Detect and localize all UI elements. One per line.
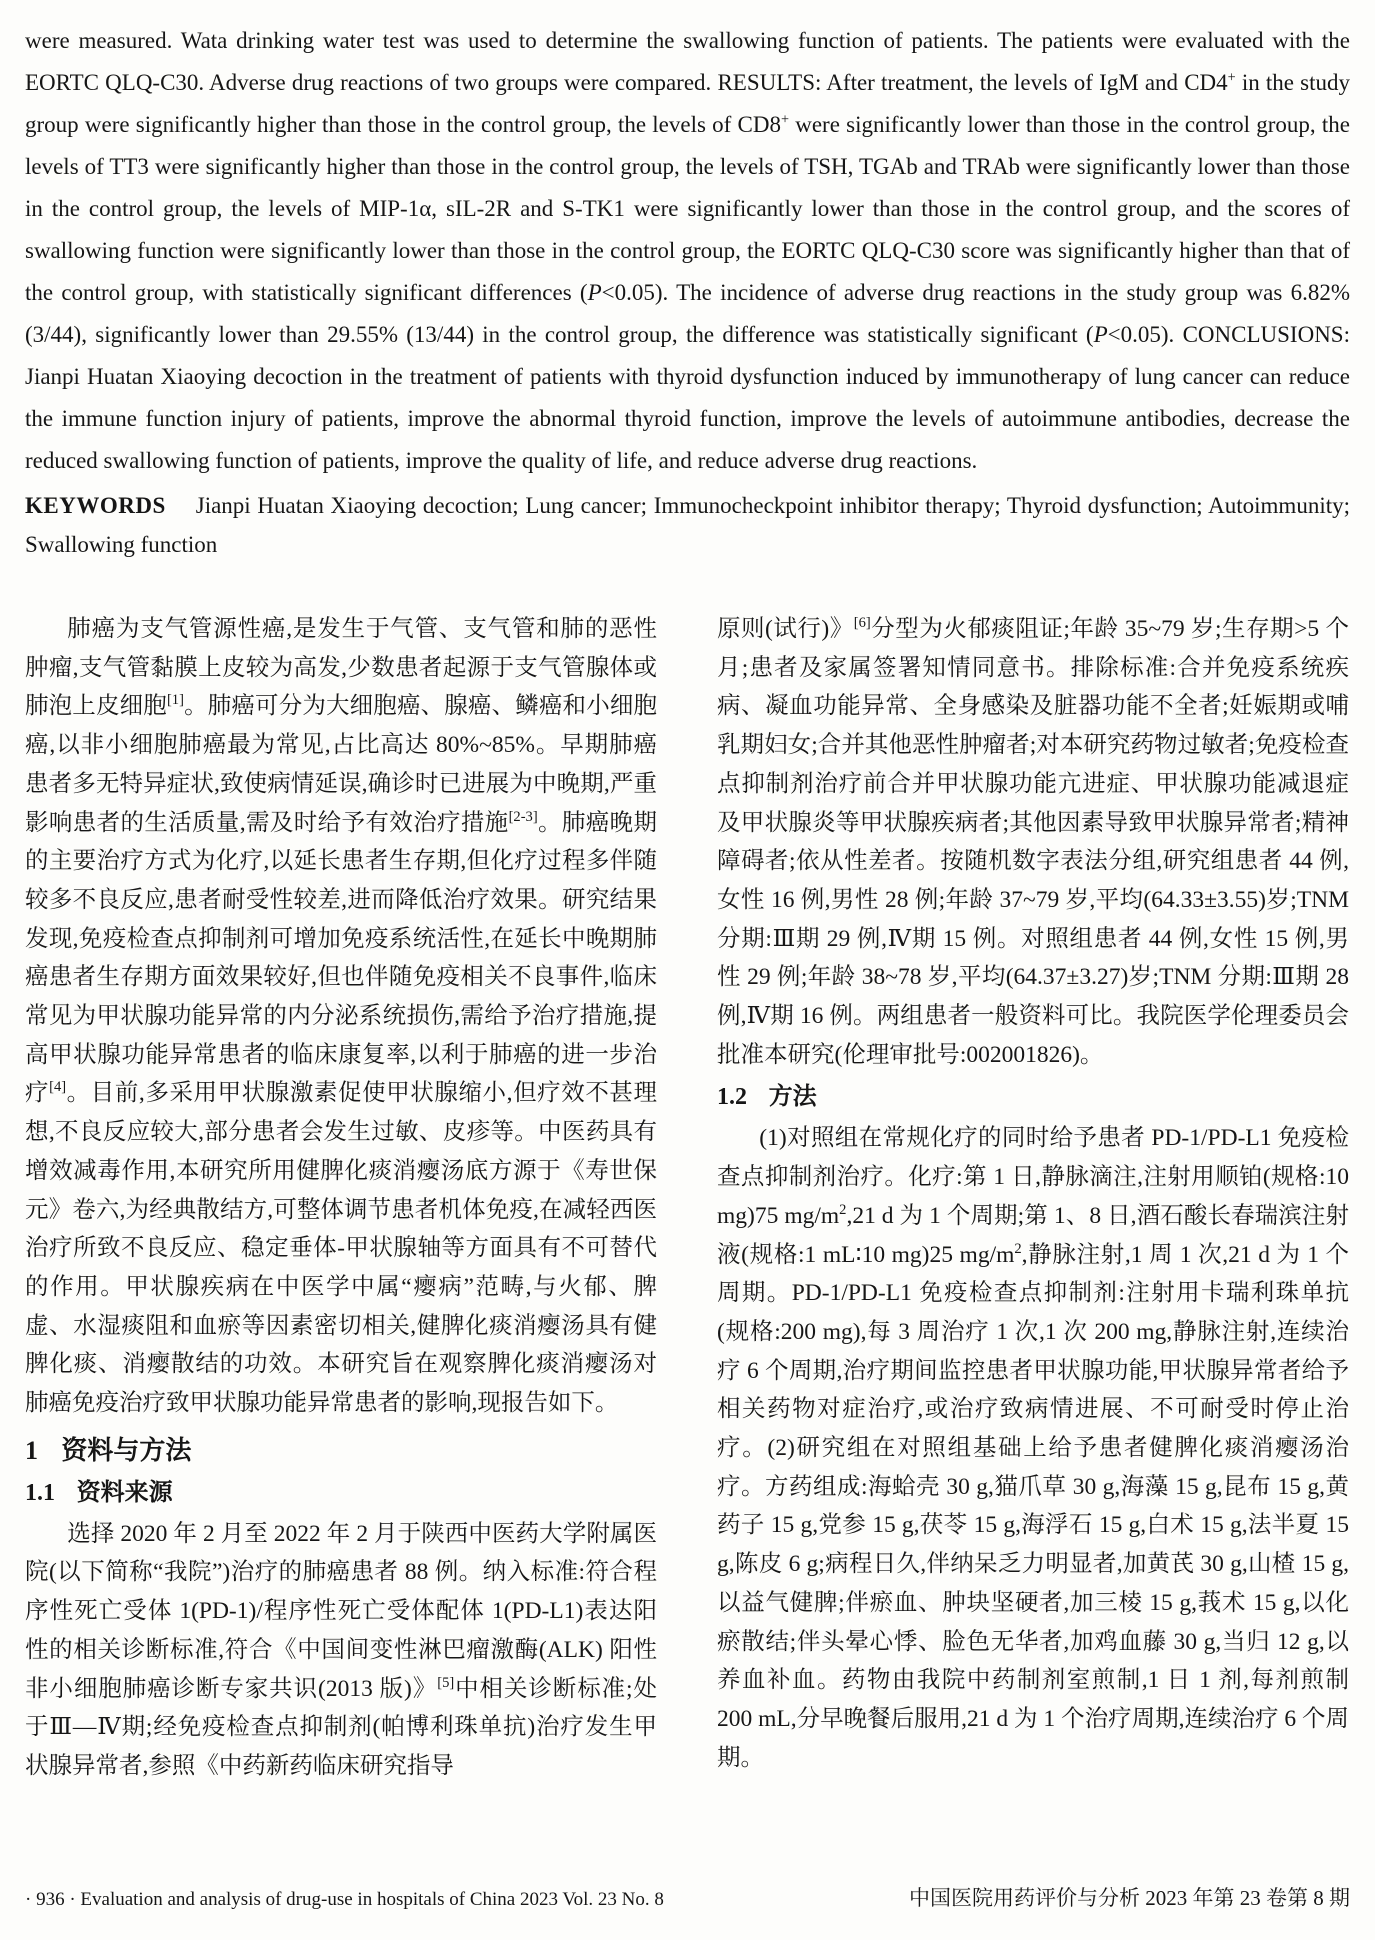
page-footer [25, 1882, 1350, 1912]
section-1-2-title: 方法 [768, 1083, 817, 1111]
keywords-label: KEYWORDS [25, 493, 166, 518]
section-1-title: 资料与方法 [61, 1434, 192, 1465]
section-1-1-number: 1.1 [25, 1479, 55, 1506]
section-1-1-title: 资料来源 [76, 1478, 173, 1506]
footer-journal-cn: 中国医院用药评价与分析 2023 年第 23 卷第 8 期 [909, 1886, 1350, 1910]
section-1-2-number: 1.2 [717, 1084, 747, 1111]
data-source-continued-paragraph: 原则(试行)》[6]分型为火郁痰阻证;年龄 35~79 岁;生存期>5 个月;患者及家属签署知情同意书。排除标准:合并免疫系统疾病、凝血功能异常、全身感染及脏器功能不全者;妊娠期或哺乳期妇女;合并其他恶性肿瘤者;对本研究药物过敏者;免疫检查点抑制剂治疗前合并甲状腺功能亢进症、甲状腺功能减退症及甲状腺炎等甲状腺疾病者;其他因素导致甲状腺异常者;精神障碍者;依从性差者。按随机数字表法分组,研究组患者 44 例,女性 16 例,男性 28 例;年龄 37~79 岁,平均(64.33±3.55)岁;TNM 分期:Ⅲ期 29 例,Ⅳ期 15 例。对照组患者 44 例,女性 15 例,男性 29 例;年龄 38~78 岁,平均(64.37±3.27)岁;TNM 分期:Ⅲ期 28 例,Ⅳ期 16 例。两组患者一般资料可比。我院医学伦理委员会批准本研究(伦理审批号:002001826)。 [717, 615, 1350, 1068]
section-1-heading [25, 1432, 657, 1469]
two-column-body [25, 610, 1350, 1786]
keywords-text: Jianpi Huatan Xiaoying decoction; Lung cancer; Immunocheckpoint inhibitor therapy; Thyroid dysfunction; Autoimmunity; Swallowing function [25, 493, 1350, 557]
abstract-continuation-paragraph: were measured. Wata drinking water test was used to determine the swallowing function of patients. The patients were evaluated with the EORTC QLQ-C30. Adverse drug reactions of two groups were compared. RESULTS: After treatment, the levels of IgM and CD4+ in the study group were significantly higher than those in the control group, the levels of CD8+ were significantly lower than those in the control group, the levels of TT3 were significantly higher than those in the control group, the levels of TSH, TGAb and TRAb were significantly lower than those in the control group, the levels of MIP-1α, sIL-2R and S-TK1 were significantly lower than those in the control group, and the scores of swallowing function were significantly lower than those in the control group, the EORTC QLQ-C30 score was significantly higher than that of the control group, with statistically significant differences (P<0.05). The incidence of adverse drug reactions in the study group was 6.82% (3/44), significantly lower than 29.55% (13/44) in the control group, the difference was statistically significant (P<0.05). CONCLUSIONS: Jianpi Huatan Xiaoying decoction in the treatment of patients with thyroid dysfunction induced by immunotherapy of lung cancer can reduce the immune function injury of patients, improve the abnormal thyroid function, improve the levels of autoimmune antibodies, decrease the reduced swallowing function of patients, improve the quality of life, and reduce adverse drug reactions. [25, 28, 1350, 473]
methods-paragraph: (1)对照组在常规化疗的同时给予患者 PD-1/PD-L1 免疫检查点抑制剂治疗。化疗:第 1 日,静脉滴注,注射用顺铂(规格:10 mg)75 $mg/m^2,21$ d 为 1 个周期;第 1、8 日,酒石酸长春瑞滨注射液(规格:1 mL∶10 mg)25 $mg/m^2$,静脉注射,1 周 1 次,21 d 为 1 个周期。PD-1/PD-L1 免疫检查点抑制剂:注射用卡瑞利珠单抗(规格:200 mg),每 3 周治疗 1 次,1 次 200 mg,静脉注射,连续治疗 6 个周期,治疗期间监控患者甲状腺功能,甲状腺异常者给予相关药物对症治疗,或治疗致病情进展、不可耐受时停止治疗。(2)研究组在对照组基础上给予患者健脾化痰消瘿汤治疗。方药组成:海蛤壳 30 g,猫爪草 30 g,海藻 15 g,昆布 15 g,黄药子 15 g,党参 15 g,茯苓 15 g,海浮石 15 g,白术 15 g,法半夏 15 g,陈皮 6 g;病程日久,伴纳呆乏力明显者,加黄芪 30 g,山楂 15 g,以益气健脾;伴瘀血、肿块坚硬者,加三棱 15 g,莪术 15 g,以化瘀散结;伴头晕心悸、脸色无华者,加鸡血藤 30 g,当归 12 g,以养血补血。药物由我院中药制剂室煎制,1 日 1 剂,每剂煎制 200 mL,分早晚餐后服用,21 d 为 1 个治疗周期,连续治疗 6 个周期。 [717, 1125, 1350, 1771]
section-1-1-heading [25, 1476, 657, 1510]
data-source-paragraph: 选择 2020 年 2 月至 2022 年 2 月于陕西中医药大学附属医院(以下简称“我院”)治疗的肺癌患者 88 例。纳入标准:符合程序性死亡受体 1(PD-1)/程序性死亡受体配体 1(PD-L1)表达阳性的相关诊断标准,符合《中国间变性淋巴瘤激酶(ALK) 阳性非小细胞肺癌诊断专家共识(2013 版)》[5]中相关诊断标准;处于Ⅲ—Ⅳ期;经免疫检查点抑制剂(帕博利珠单抗)治疗发生甲状腺异常者,参照《中药新药临床研究指导 [25, 1520, 657, 1779]
section-1-number: 1 [25, 1435, 38, 1465]
left-column [25, 610, 657, 1786]
right-column [717, 610, 1349, 1786]
introduction-paragraph: 肺癌为支气管源性癌,是发生于气管、支气管和肺的恶性肿瘤,支气管黏膜上皮较为高发,少数患者起源于支气管腺体或肺泡上皮细胞[1]。肺癌可分为大细胞癌、腺癌、鳞癌和小细胞癌,以非小细胞肺癌最为常见,占比高达 80%~85%。早期肺癌患者多无特异症状,致使病情延误,确诊时已进展为中晚期,严重影响患者的生活质量,需及时给予有效治疗措施[2-3]。肺癌晚期的主要治疗方式为化疗,以延长患者生存期,但化疗过程多伴随较多不良反应,患者耐受性较差,进而降低治疗效果。研究结果发现,免疫检查点抑制剂可增加免疫系统活性,在延长中晚期肺癌患者生存期方面效果较好,但也伴随免疫相关不良事件,临床常见为甲状腺功能异常的内分泌系统损伤,需给予治疗措施,提高甲状腺功能异常患者的临床康复率,以利于肺癌的进一步治疗[4]。目前,多采用甲状腺激素促使甲状腺缩小,但疗效不甚理想,不良反应较大,部分患者会发生过敏、皮疹等。中医药具有增效减毒作用,本研究所用健脾化痰消瘿汤底方源于《寿世保元》卷六,为经典散结方,可整体调节患者机体免疫,在减轻西医治疗所致不良反应、稳定垂体-甲状腺轴等方面具有不可替代的作用。甲状腺疾病在中医学中属“瘿病”范畴,与火郁、脾虚、水湿痰阻和血瘀等因素密切相关,健脾化痰消瘿汤具有健脾化痰、消瘿散结的功效。本研究旨在观察脾化痰消瘿汤对肺癌免疫治疗致甲状腺功能异常患者的影响,现报告如下。 [25, 616, 658, 1417]
footer-page-and-journal-en: · 936 · Evaluation and analysis of drug-use in hospitals of China 2023 Vol. 23 No. 8 [25, 1889, 664, 1910]
keywords-paragraph [25, 486, 1350, 564]
section-1-2-heading [717, 1080, 1349, 1114]
